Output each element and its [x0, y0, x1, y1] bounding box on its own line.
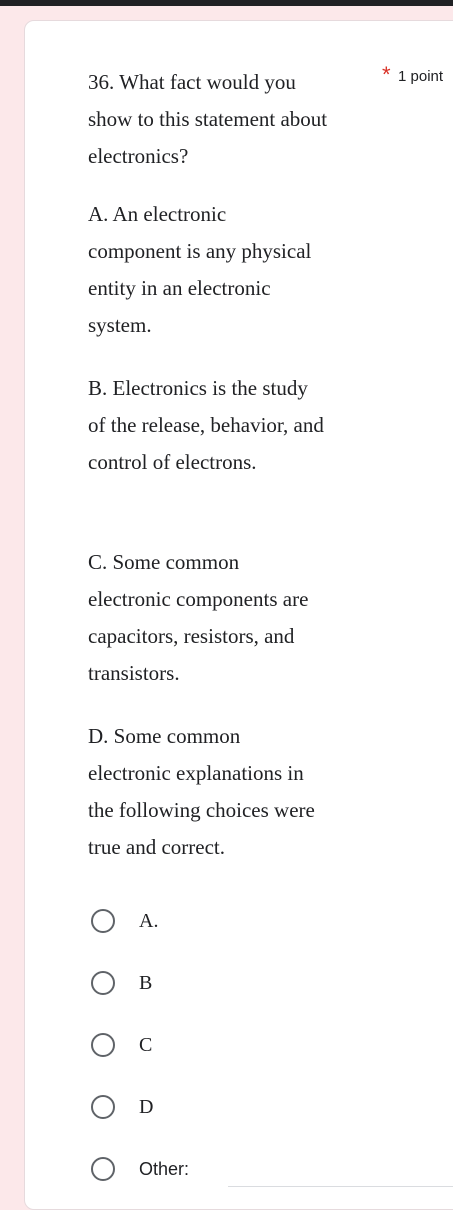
option-a[interactable] — [88, 906, 158, 936]
option-c[interactable] — [88, 1030, 152, 1060]
radio-button[interactable] — [91, 1033, 115, 1057]
points-label: 1 point — [398, 68, 444, 85]
option-b[interactable] — [88, 968, 152, 998]
option-label: A. — [139, 909, 159, 932]
statement-d: D. Some common electronic explanations in the following choices were true and correct. — [88, 724, 315, 859]
option-other[interactable] — [88, 1154, 189, 1184]
option-label: C — [139, 1033, 153, 1056]
radio-button[interactable] — [91, 1157, 115, 1181]
question-title: 36. What fact would you show to this statement about electronics? — [88, 70, 328, 168]
statement-c: C. Some common electronic components are capacitors, resistors, and transistors. — [88, 550, 309, 685]
option-label: Other: — [139, 1158, 190, 1179]
top-status-bar — [0, 0, 453, 6]
radio-button[interactable] — [91, 971, 115, 995]
option-d[interactable] — [88, 1092, 153, 1122]
option-label: B — [139, 971, 153, 994]
other-text-input[interactable] — [228, 1186, 453, 1187]
statement-a: A. An electronic component is any physical entity in an electronic system. — [88, 202, 312, 337]
radio-button[interactable] — [91, 909, 115, 933]
statement-b: B. Electronics is the study of the release, behavior, and control of electrons. — [88, 376, 324, 474]
option-label: D — [139, 1095, 154, 1118]
required-asterisk: * — [382, 62, 391, 87]
radio-button[interactable] — [91, 1095, 115, 1119]
